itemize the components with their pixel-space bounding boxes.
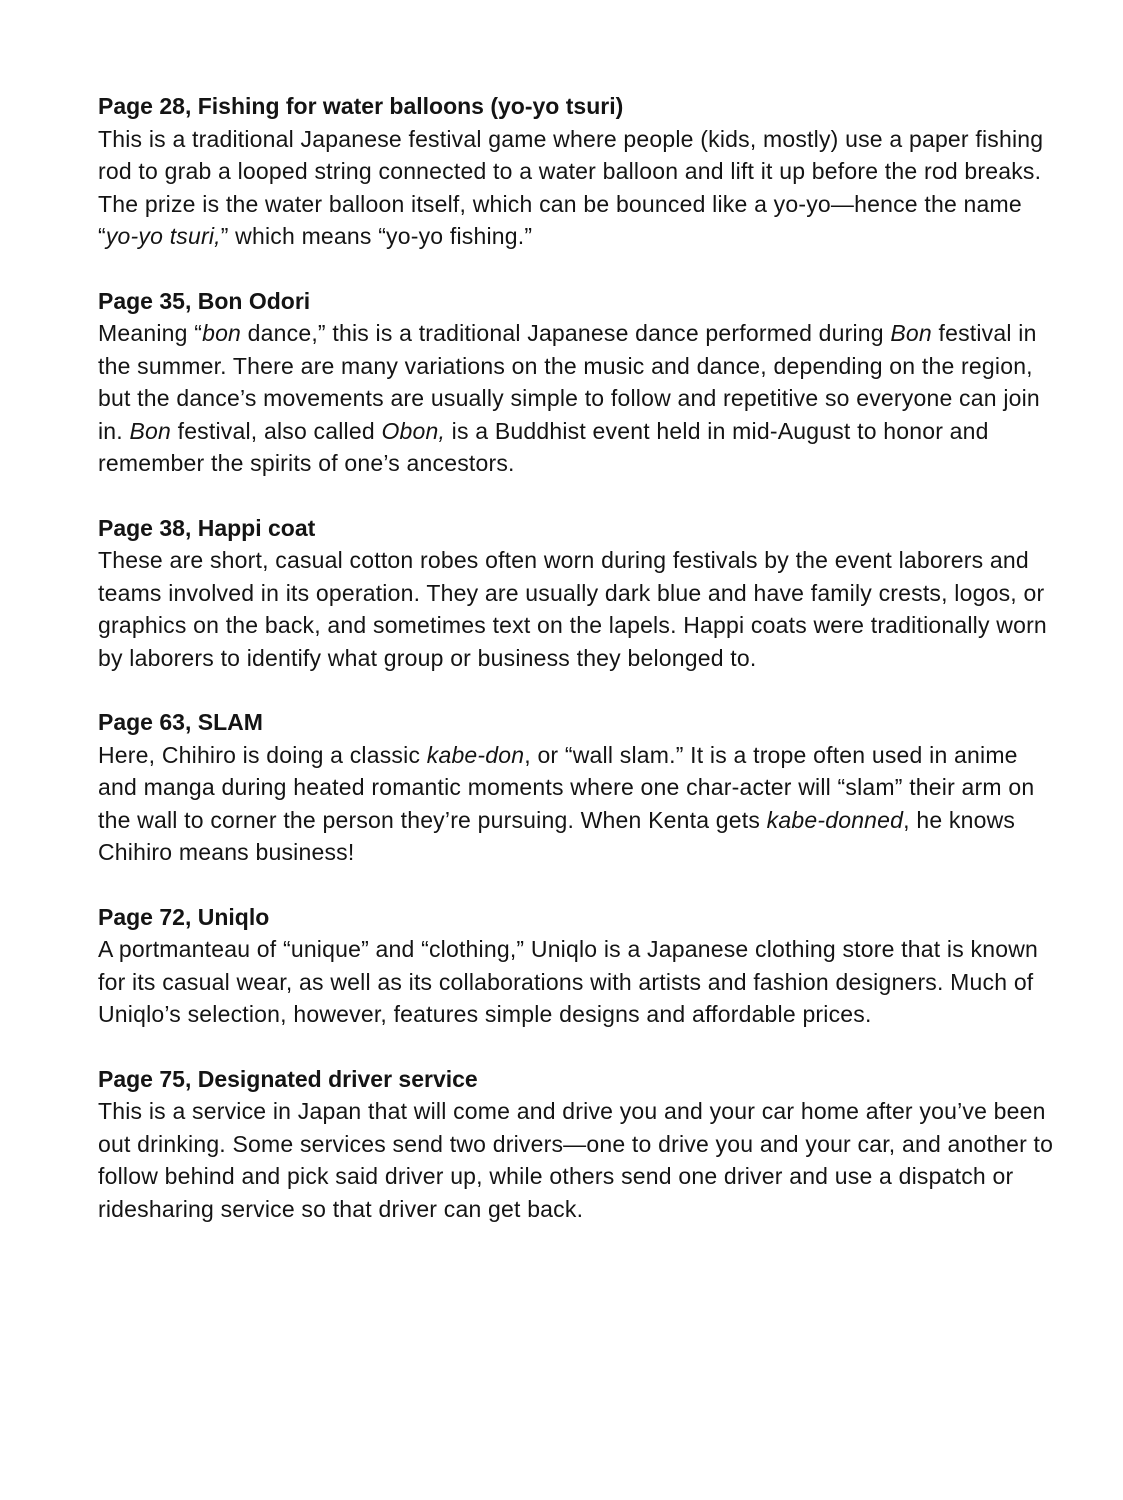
glossary-entry-happi-coat — [98, 512, 1058, 675]
entry-title: Page 75, Designated driver service — [98, 1065, 478, 1092]
body-text: Meaning “ — [98, 320, 203, 346]
body-text: , or “wall slam.” It is a trope often used in anime and manga during heated romantic moments where one char-acter will “slam” their arm on the wall to corner the person they’re pursuing. When Kenta gets — [98, 741, 1035, 833]
glossary-entry-designated-driver — [98, 1063, 1058, 1226]
body-text: is a Buddhist event held in mid-August to honor and remember the spirits of one’s ancestors. — [98, 417, 989, 476]
body-text-italic: kabe-donned — [766, 806, 904, 833]
body-text: , he knows Chihiro means business! — [98, 806, 1016, 865]
body-text-italic: kabe-don — [426, 741, 525, 768]
glossary-entry-slam — [98, 706, 1058, 869]
entry-body — [98, 933, 1058, 1031]
body-text-italic: yo-yo tsuri, — [105, 223, 221, 249]
entry-body — [98, 544, 1058, 674]
glossary-page — [98, 90, 1058, 1257]
glossary-entry-uniqlo — [98, 901, 1058, 1031]
entry-title: Page 63, SLAM — [98, 709, 263, 735]
glossary-entry-yoyo-tsuri — [98, 90, 1058, 253]
body-text-italic: Bon — [890, 320, 932, 346]
entry-body — [98, 123, 1058, 253]
body-text: This is a service in Japan that will come and drive you and your car home after you’ve been out drinking. Some services send two drivers—one to drive you and your car, and another to follow behind and pick said driver up, while others send one driver and use a dispatch or ridesharing service so that driver can get back. — [98, 1098, 1054, 1222]
body-text-italic: bon — [202, 320, 242, 346]
body-text: ” which means “yo-yo fishing.” — [220, 223, 533, 249]
entry-title: Page 28, Fishing for water balloons (yo-yo tsuri) — [98, 93, 624, 119]
body-text-italic: Obon, — [381, 417, 446, 444]
entry-title: Page 72, Uniqlo — [98, 903, 270, 930]
body-text: This is a traditional Japanese festival game where people (kids, mostly) use a paper fishing rod to grab a looped string connected to a water balloon and lift it up before the rod breaks. The prize is the water balloon itself, which can be bounced like a yo-yo—hence the name “ — [98, 125, 1044, 249]
body-text: festival in the summer. There are many variations on the music and dance, depending on the region, but the dance’s movements are usually simple to follow and repetitive so everyone can join in. — [98, 320, 1040, 444]
body-text: festival, also called — [171, 417, 382, 444]
entry-title: Page 35, Bon Odori — [98, 287, 311, 314]
entry-body — [98, 1095, 1058, 1225]
entry-title: Page 38, Happi coat — [98, 514, 316, 541]
entry-body — [98, 739, 1058, 869]
glossary-entry-bon-odori — [98, 285, 1058, 480]
body-text: Here, Chihiro is doing a classic — [98, 741, 427, 768]
entry-body — [98, 317, 1058, 480]
body-text: These are short, casual cotton robes often worn during festivals by the event laborers and teams involved in its operation. They are usually dark blue and have family crests, logos, or graphics on the back, and sometimes text on the lapels. Happi coats were traditionally worn by laborers to identify what group or business they belonged to. — [98, 547, 1047, 671]
body-text-italic: Bon — [129, 417, 172, 444]
body-text: dance,” this is a traditional Japanese dance performed during — [241, 320, 891, 346]
body-text: A portmanteau of “unique” and “clothing,” Uniqlo is a Japanese clothing store that is known for its casual wear, as well as its collaborations with artists and fashion designers. Much of Uniqlo’s selection, however, features simple designs and affordable prices. — [98, 936, 1039, 1027]
